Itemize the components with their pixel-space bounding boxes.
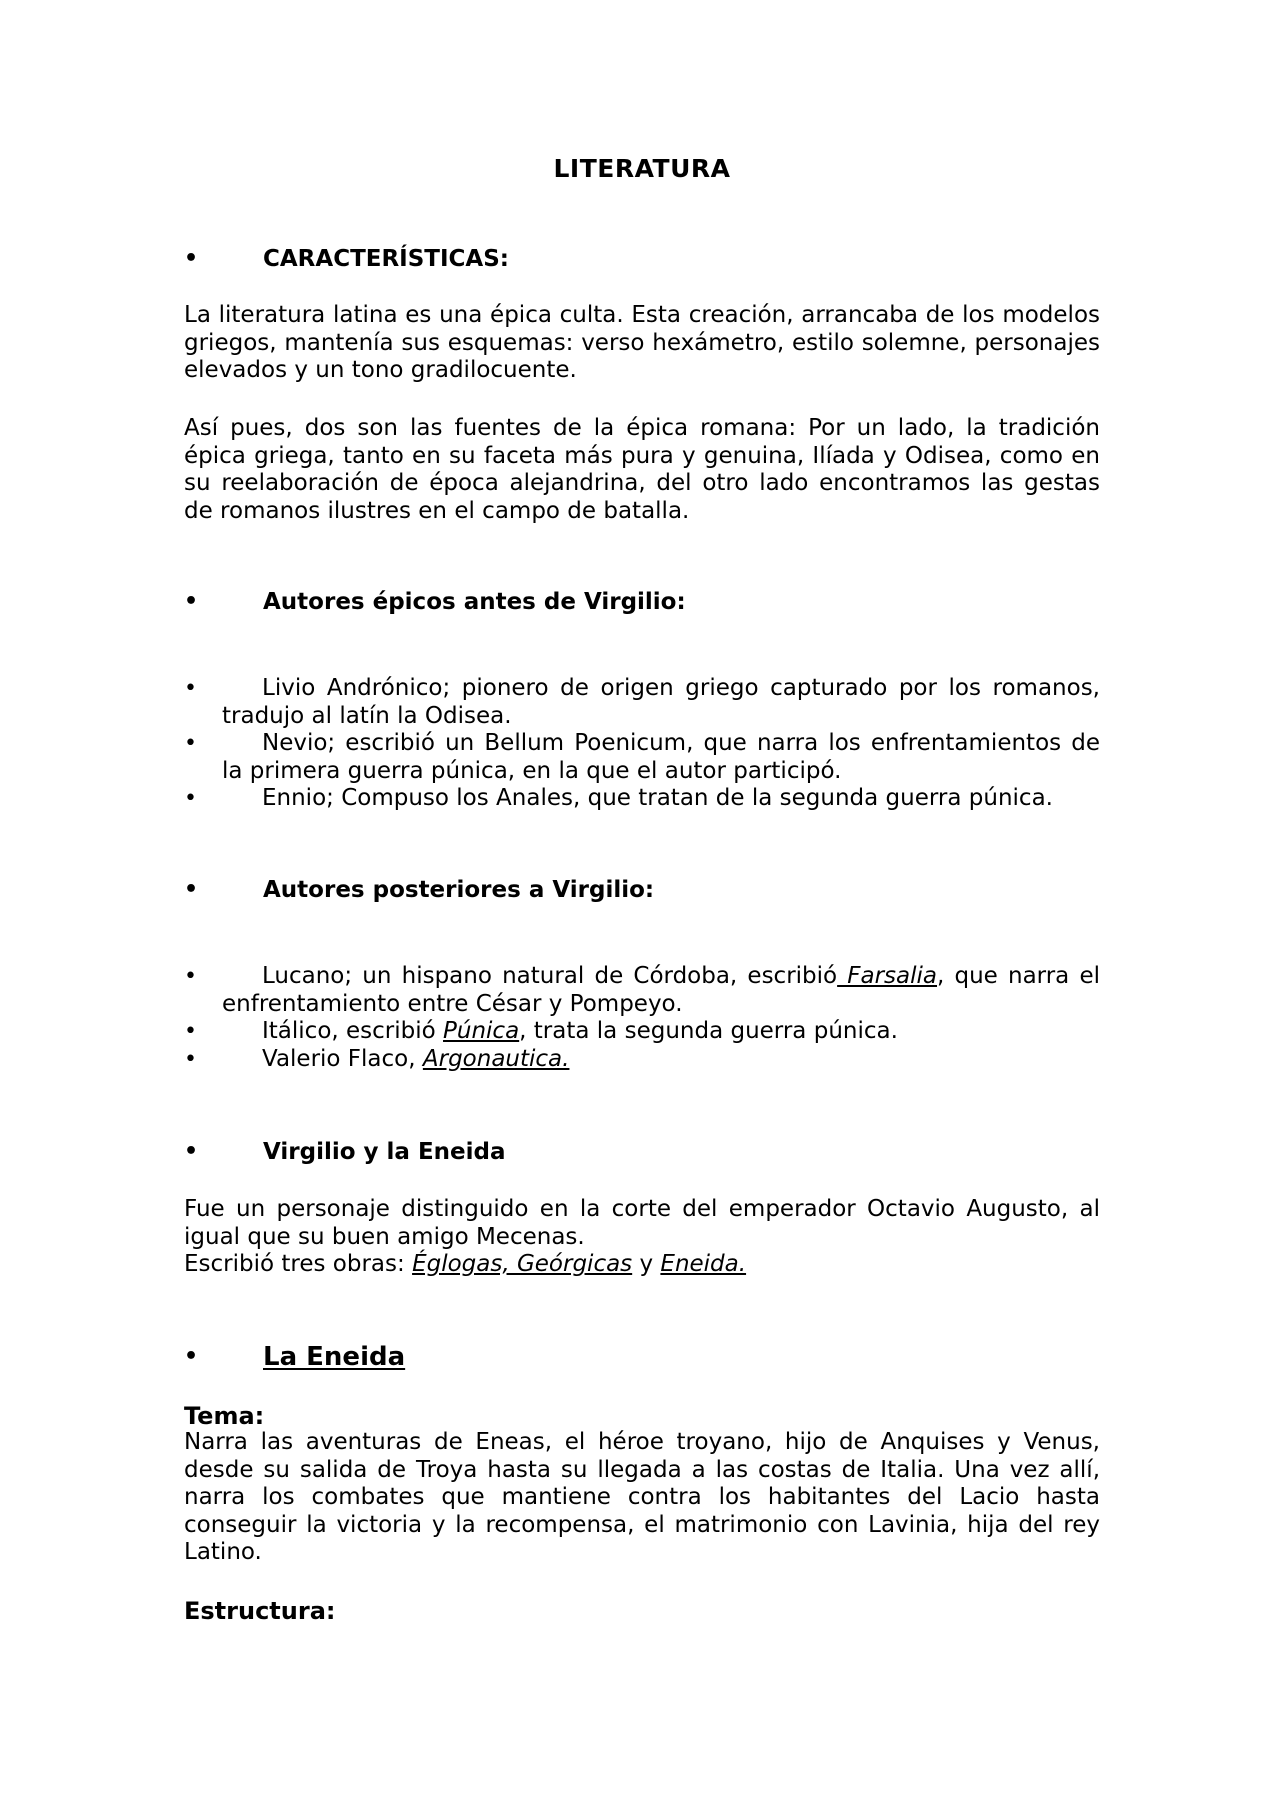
- list-item: • Lucano; un hispano natural de Córdoba, escribió Farsalia, que narra el enfrentamiento entre César y Pompeyo.: [184, 963, 1100, 1017]
- work-title-link[interactable]: Églogas, Geórgicas: [412, 1251, 633, 1277]
- work-title-link[interactable]: Eneida.: [660, 1251, 747, 1277]
- bullet-icon: •: [184, 1139, 199, 1164]
- estructura-label: Estructura:: [184, 1597, 336, 1625]
- list-item: • Nevio; escribió un Bellum Poenicum, que narra los enfrentamientos de la primera guerra púnica, en la que el autor participó.: [184, 730, 1100, 784]
- bullet-icon: •: [184, 877, 199, 902]
- work-title-link[interactable]: Argonautica.: [422, 1045, 570, 1072]
- section-heading-text: CARACTERÍSTICAS:: [263, 246, 509, 272]
- bullet-icon: •: [184, 589, 199, 614]
- section-heading-text: La Eneida: [263, 1342, 406, 1372]
- list-item: • Valerio Flaco, Argonautica.: [184, 1045, 570, 1072]
- bullet-icon: •: [184, 786, 197, 811]
- section-heading-la-eneida: [184, 1342, 1100, 1372]
- paragraph-tema: Narra las aventuras de Eneas, el héroe troyano, hijo de Anquises y Venus, desde su salida de Troya hasta su llegada a las costas de Italia. Una vez allí, narra los combates que mantiene contra los habitantes del Lacio hasta conseguir la victoria y la recompensa, el matrimonio con Lavinia, hija del rey Latino.: [184, 1429, 1100, 1565]
- work-title-link[interactable]: Púnica: [443, 1018, 520, 1044]
- section-heading-text: Autores épicos antes de Virgilio:: [263, 589, 686, 615]
- list-autores-antes: [184, 675, 1100, 813]
- section-heading-text: Virgilio y la Eneida: [263, 1139, 506, 1165]
- paragraph-caracteristicas-2: Así pues, dos son las fuentes de la épica romana: Por un lado, la tradición épica griega, tanto en su faceta más pura y genuina, Ilíada y Odisea, como en su reelaboración de época alejandrina, del otro lado encontramos las gestas de romanos ilustres en el campo de batalla.: [184, 415, 1100, 524]
- list-item: • Itálico, escribió Púnica, trata la segunda guerra púnica.: [184, 1018, 898, 1044]
- paragraph-virgilio-2: Escribió tres obras: Églogas, Geórgicas y Eneida.: [184, 1251, 747, 1277]
- paragraph-virgilio-1: Fue un personaje distinguido en la corte del emperador Octavio Augusto, al igual que su buen amigo Mecenas.: [184, 1196, 1100, 1250]
- bullet-icon: •: [184, 246, 199, 271]
- section-heading-text: Autores posteriores a Virgilio:: [263, 877, 655, 903]
- list-item: • Livio Andrónico; pionero de origen griego capturado por los romanos, tradujo al latín la Odisea.: [184, 675, 1100, 729]
- bullet-icon: •: [184, 676, 197, 701]
- bullet-icon: •: [184, 964, 197, 989]
- paragraph-caracteristicas-1: La literatura latina es una épica culta. Esta creación, arrancaba de los modelos griegos, mantenía sus esquemas: verso hexámetro, estilo solemne, personajes elevados y un tono gradilocuente.: [184, 302, 1100, 383]
- bullet-icon: •: [184, 1019, 197, 1044]
- bullet-icon: •: [184, 731, 197, 756]
- tema-label: Tema:: [184, 1402, 265, 1430]
- section-heading-virgilio: [184, 1137, 1100, 1167]
- list-autores-posteriores: [184, 963, 1100, 1073]
- document-title: LITERATURA: [553, 154, 731, 183]
- work-title-link[interactable]: Farsalia: [837, 963, 938, 989]
- section-heading-autores-antes: [184, 587, 1100, 617]
- list-item: • Ennio; Compuso los Anales, que tratan de la segunda guerra púnica.: [184, 785, 1053, 811]
- bullet-icon: •: [184, 1046, 197, 1072]
- bullet-icon: •: [184, 1344, 199, 1369]
- section-heading-caracteristicas: [184, 244, 1100, 274]
- section-heading-autores-posteriores: [184, 875, 1100, 905]
